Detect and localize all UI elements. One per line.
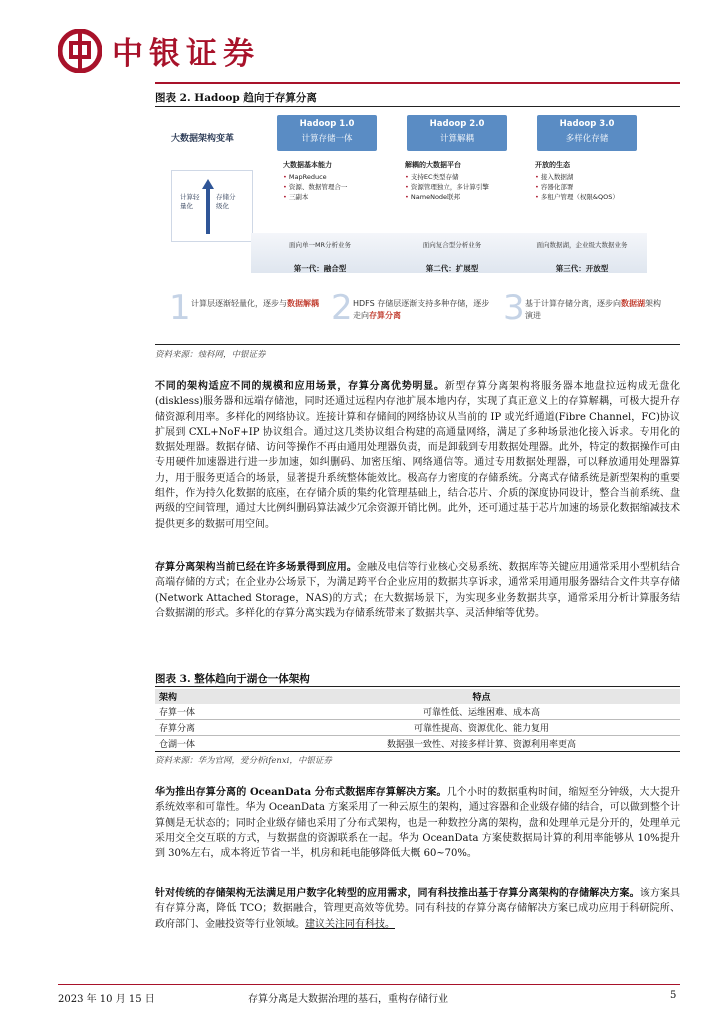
footer-date: 2023 年 10 月 15 日	[58, 994, 155, 1005]
list-heading: 开放的生态	[535, 161, 570, 169]
table-header: 特点	[283, 689, 680, 704]
page-number: 5	[670, 990, 677, 1001]
table-cell: 存算分离	[155, 720, 283, 736]
version-subtitle: 多样化存储	[565, 134, 609, 144]
version-label: Hadoop 3.0	[559, 119, 615, 129]
list-heading: 解耦的大数据平台	[405, 161, 461, 169]
step-text: 计算层逐渐轻量化，逐步与	[191, 299, 287, 308]
figure-3-rule	[155, 686, 680, 687]
figure-2-rule	[155, 106, 680, 107]
compute-light-label: 计算轻量化	[180, 193, 200, 210]
up-arrow-icon	[202, 179, 214, 234]
version-label: Hadoop 1.0	[299, 119, 355, 129]
bank-logo-icon	[58, 29, 102, 73]
paragraph-body: 新型存算分离架构将服务器本地盘拉远构成无盘化(diskless)服务器和远端存储池，同时还通过远程内存池扩展本地内存，实现了真正意义上的存算解耦，可极大提升存储资源利用率。多样化的网络协议。连接计算和存储间的网络协议从当前的 IP 或光纤通道(Fibre Channel，FC)协议扩展到 CXL+NoF+IP 协议组合。通过这几类协议组合构建的高通量网络，满足了多种场景池化接入诉求。专用化的数据处理器。数据存储、访问等操作不再由通用处理器负责，而是卸载到专用数据处理器。此外，特定的数据操作可由专用硬件加速器进行进一步加速，如纠删码、加密压缩、网络通信等。通过专用数据处理器，可以释放通用处理器算力，用于服务更适合的场景，显著提升系统整体能效比。极高存力密度的存储系统。分离式存储系统是新型架构的重要组件，作为持久化数据的底座，在存储介质的集约化管理基础上，结合芯片、介质的深度协同设计，整合当前系统、盘两级的空间管理，通过大比例纠删码算法减少冗余资源开销比例。此外，还可通过基于芯片加速的场景化数据缩减技术提供更多的数据可用空间。	[155, 381, 680, 530]
list-item: • 支持EC类型存储	[405, 172, 523, 182]
table-header: 架构	[155, 689, 283, 704]
brand-name: 中银证券	[112, 36, 260, 72]
step-1	[169, 290, 329, 330]
step-text-rest: 架构演进	[525, 299, 661, 320]
diagram-title: 大数据架构变革	[171, 134, 235, 144]
step-highlight: 数据湖	[621, 299, 645, 308]
paragraph-body: 金融及电信等行业核心交易系统、数据库等关键应用通常采用小型机结合高端存储的方式；在企业办公场景下，为满足跨平台企业应用的数据共享诉求，通常采用通用服务器结合文件共享存储(Network Attached Storage，NAS)的方式；在大数据场景下，为实现多业务数据共享，通常采用分析计算服务结合数据湖的形式。多样化的存算分离实践为存储系统带来了数据共享、灵活伸缩等优势。	[155, 562, 681, 619]
table-row	[155, 736, 680, 752]
column-list-2	[405, 160, 523, 202]
generation-scope: 面向单一MR分析业务	[288, 241, 352, 249]
architecture-table	[155, 689, 680, 752]
step-highlight: 数据解耦	[287, 299, 319, 308]
version-subtitle: 计算解耦	[439, 134, 474, 144]
generation-label: 第一代：融合型	[293, 264, 347, 273]
figure-2-bottom-rule	[155, 344, 680, 345]
footer-title: 存算分离是大数据治理的基石，重构存储行业	[248, 994, 448, 1005]
generation-scope: 面向数据湖，企业级大数据业务	[536, 241, 628, 249]
paragraph-lead: 不同的架构适应不同的规模和应用场景，存算分离优势明显。	[155, 381, 445, 392]
figure-2-source: 资料来源：烛科网，中银证券	[155, 350, 266, 360]
table-header-row	[155, 689, 680, 704]
paragraph-applications	[155, 560, 680, 621]
step-number: 3	[503, 288, 525, 328]
step-3	[503, 290, 663, 330]
list-item: • 容器化部署	[535, 182, 653, 192]
paragraph-lead: 华为推出存算分离的 OceanData 分布式数据库存算解决方案。	[155, 787, 447, 798]
step-2	[331, 290, 491, 330]
generation-scope: 面向复合型分析业务	[422, 241, 482, 249]
version-subtitle: 计算存储一体	[301, 134, 353, 144]
column-head-3	[537, 115, 637, 151]
architecture-side-box	[171, 170, 253, 242]
hadoop-diagram	[165, 115, 665, 335]
generation-label: 第二代：扩展型	[425, 264, 479, 273]
brand-logo	[58, 28, 260, 73]
table-row	[155, 720, 680, 736]
step-number: 2	[331, 288, 353, 328]
step-number: 1	[169, 288, 191, 328]
table-cell: 数据强一致性、对接多样计算、资源利用率更高	[283, 736, 680, 752]
list-item: • 接入数据湖	[535, 172, 653, 182]
paragraph-tongyou	[155, 886, 680, 932]
list-item: • 多租户管理（权限&QOS）	[535, 192, 653, 202]
paragraph-oceandata	[155, 785, 680, 861]
paragraph-lead: 存算分离架构当前已经在许多场景得到应用。	[155, 562, 357, 573]
step-text: 基于计算存储分离，逐步向	[525, 299, 621, 308]
step-highlight: 存算分离	[369, 311, 401, 320]
list-heading: 大数据基本能力	[283, 161, 332, 169]
footer-rule	[58, 984, 680, 985]
column-head-2	[407, 115, 507, 151]
step-text: HDFS 存储层逐渐支持多种存储，逐步走向	[353, 299, 490, 320]
column-head-1	[277, 115, 377, 151]
recommendation-link[interactable]: 建议关注同有科技。	[305, 918, 395, 930]
list-item: • 资源、数据管理合一	[283, 182, 401, 192]
paragraph-body: 几个小时的数据重构时间，缩短至分钟级，大大提升系统效率和可靠性。华为 OceanData 方案采用了一种云原生的架构，通过容器和企业级存储的结合，可以做到整个计算侧是无状态的；同时企业级存储也采用了分布式架构，也是一种数控分离的架构，盘和处理单元是分开的，处理单元采用交全交互联的方式，与数据盘的资源联系在一起。华为 OceanData 方案使数据局计算的利用率能够从 10%提升到 30%左右，成本将近节省一半，机房和耗电能够降低大概 60~70%。	[155, 787, 681, 860]
figure-3-source: 资料来源：华为官网，爱分析ifenxi，中银证券	[155, 756, 332, 766]
storage-tier-label: 存储分级化	[216, 193, 236, 210]
paragraph-architecture	[155, 379, 680, 532]
paragraph-body: 该方案具有存算分离，降低 TCO；数据融合，管理更高效等优势。同有科技的存算分离存储解决方案已成功应用于科研院所、政府部门、金融投资等行业领域。	[155, 888, 681, 930]
figure-2-caption: 图表 2. Hadoop 趋向于存算分离	[155, 92, 317, 104]
figure-3-caption: 图表 3. 整体趋向于湖仓一体架构	[155, 673, 310, 685]
header-rule	[155, 82, 680, 84]
table-cell: 存算一体	[155, 704, 283, 720]
list-item: • MapReduce	[283, 172, 401, 182]
paragraph-lead: 针对传统的存储架构无法满足用户数字化转型的应用需求，同有科技推出基于存算分离架构的存储解决方案。	[155, 888, 640, 899]
column-list-1	[283, 160, 401, 202]
list-item: • NameNode联邦	[405, 192, 523, 202]
generation-label: 第三代：开放型	[555, 264, 609, 273]
table-cell: 可靠性低、运维困难、成本高	[283, 704, 680, 720]
column-list-3	[535, 160, 653, 202]
table-cell: 仓湖一体	[155, 736, 283, 752]
table-row	[155, 704, 680, 720]
table-cell: 可靠性提高、资源优化、能力复用	[283, 720, 680, 736]
list-item: • 资源管理独立，多计算引擎	[405, 182, 523, 192]
version-label: Hadoop 2.0	[429, 119, 485, 129]
list-item: • 三副本	[283, 192, 401, 202]
